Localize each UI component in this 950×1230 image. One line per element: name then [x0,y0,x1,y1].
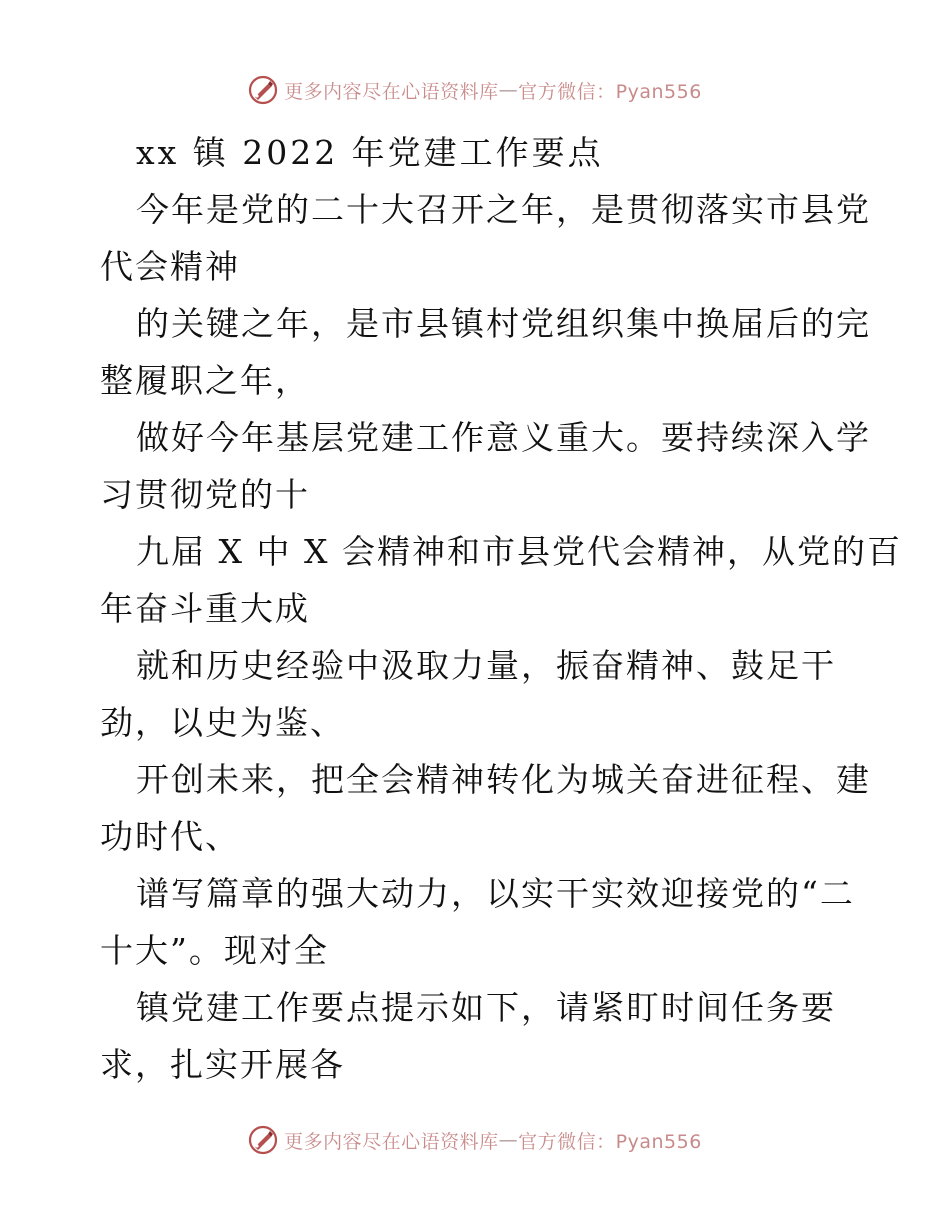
text-line: 年奋斗重大成 [100,589,310,628]
watermark-contact: 官方微信：Pyan556 [518,1130,702,1153]
watermark-text: 更多内容尽在心语资料库 [284,1130,499,1153]
header-watermark [0,70,950,110]
watermark-text: 更多内容尽在心语资料库 [284,80,499,103]
text-line: 谱写篇章的强大动力，以实干实效迎接党的“二 [136,874,855,913]
text-line: 整履职之年， [100,361,310,400]
document-title: xx 镇 2022 年党建工作要点 [136,133,604,172]
watermark-contact: 官方微信：Pyan556 [518,80,702,103]
pen-seal-icon [248,1125,278,1155]
text-line: 习贯彻党的十 [100,475,310,514]
text-line: 功时代、 [100,817,240,856]
footer-watermark [0,1120,950,1160]
watermark-separator: — [498,79,519,101]
text-line: 开创未来，把全会精神转化为城关奋进征程、建 [136,760,871,799]
text-line: 今年是党的二十大召开之年，是贯彻落实市县党 [136,190,871,229]
text-line: 十大”。现对全 [100,931,329,970]
text-line: 求，扎实开展各 [100,1045,345,1084]
watermark-separator: — [498,1129,519,1151]
text-line: 代会精神 [100,247,240,286]
text-line: 就和历史经验中汲取力量，振奋精神、鼓足干 [136,646,836,685]
pen-seal-icon [248,75,278,105]
text-line: 做好今年基层党建工作意义重大。要持续深入学 [136,418,871,457]
text-line: 劲，以史为鉴、 [100,703,345,742]
text-line: 的关键之年，是市县镇村党组织集中换届后的完 [136,304,871,343]
text-line: 镇党建工作要点提示如下，请紧盯时间任务要 [136,988,836,1027]
text-line: 九届 X 中 X 会精神和市县党代会精神，从党的百 [136,532,902,571]
document-body [100,124,902,1093]
